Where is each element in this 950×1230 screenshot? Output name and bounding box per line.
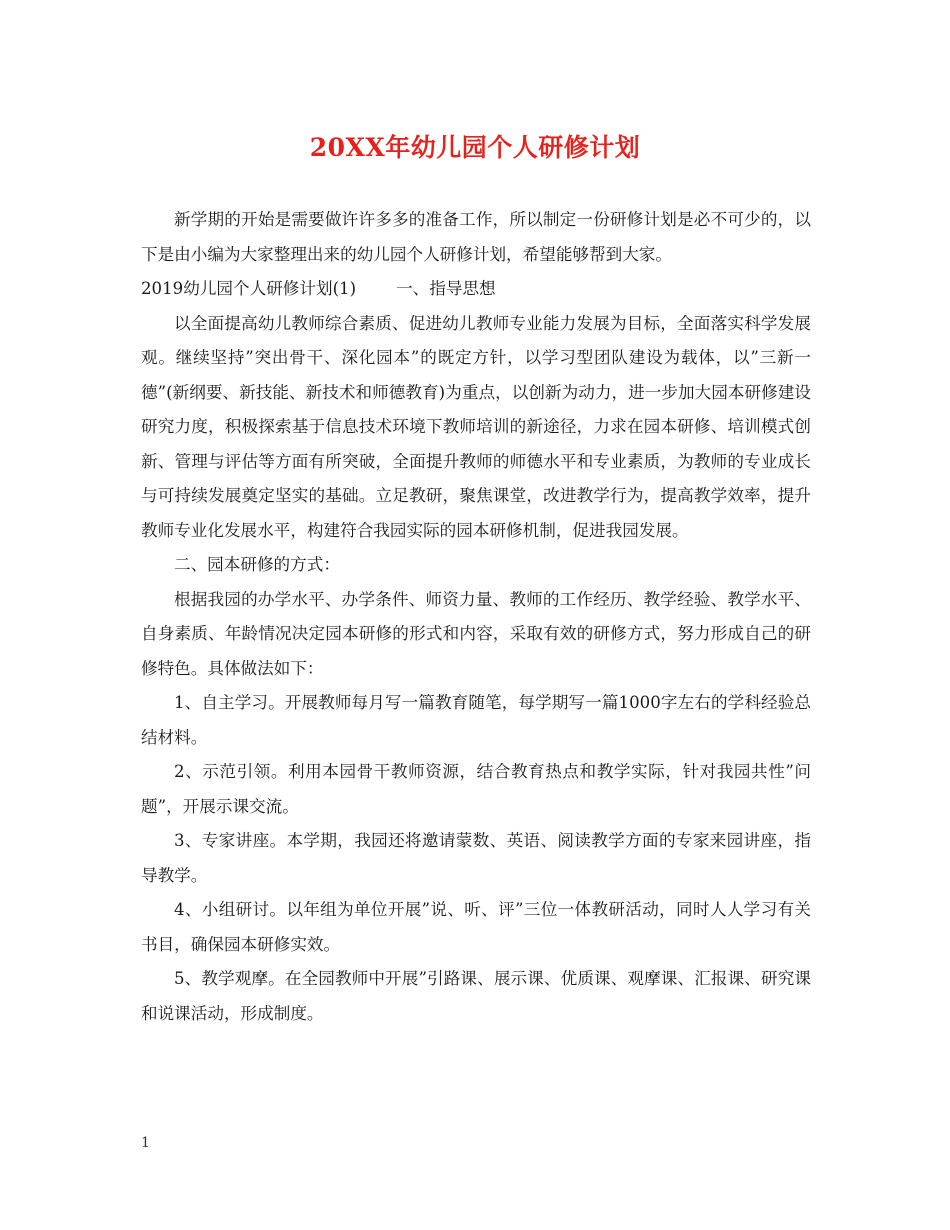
document-title: 20XX年幼儿园个人研修计划 bbox=[309, 133, 641, 162]
document-body bbox=[141, 203, 811, 1031]
subheading-left: 2019幼儿园个人研修计划(1) bbox=[141, 279, 357, 298]
list-item: 3、专家讲座。本学期，我园还将邀请蒙数、英语、阅读教学方面的专家来园讲座，指导教学。 bbox=[141, 831, 811, 885]
section-heading-methods: 二、园本研修的方式： bbox=[174, 555, 340, 574]
list-item: 5、教学观摩。在全园教师中开展”引路课、展示课、优质课、观摩课、汇报课、研究课和说课活动，形成制度。 bbox=[141, 969, 811, 1023]
list-item: 4、小组研讨。以年组为单位开展”说、听、评”三位一体教研活动，同时人人学习有关书目，确保园本研修实效。 bbox=[141, 900, 811, 954]
body-paragraph: 根据我园的办学水平、办学条件、师资力量、教师的工作经历、教学经验、教学水平、自身素质、年龄情况决定园本研修的形式和内容，采取有效的研修方式，努力形成自己的研修特色。具体做法如下： bbox=[141, 589, 811, 678]
intro-paragraph: 新学期的开始是需要做许许多多的准备工作，所以制定一份研修计划是必不可少的，以下是由小编为大家整理出来的幼儿园个人研修计划，希望能够帮到大家。 bbox=[141, 210, 811, 264]
list-item: 2、示范引领。利用本园骨干教师资源，结合教育热点和教学实际，针对我园共性”问题”，开展示课交流。 bbox=[141, 762, 811, 816]
list-item: 1、自主学习。开展教师每月写一篇教育随笔，每学期写一篇1000字左右的学科经验总结材料。 bbox=[141, 693, 811, 747]
body-paragraph: 以全面提高幼儿教师综合素质、促进幼儿教师专业能力发展为目标，全面落实科学发展观。继续坚持”突出骨干、深化园本”的既定方针，以学习型团队建设为载体，以”三新一德”(新纲要、新技能、新技术和师德教育)为重点，以创新为动力，进一步加大园本研修建设研究力度，积极探索基于信息技术环境下教师培训的新途径，力求在园本研修、培训模式创新、管理与评估等方面有所突破，全面提升教师的师德水平和专业素质，为教师的专业成长与可持续发展奠定坚实的基础。立足教研，聚焦课堂，改进教学行为，提高教学效率，提升教师专业化发展水平，构建符合我园实际的园本研修机制，促进我园发展。 bbox=[141, 313, 811, 540]
subheading-line bbox=[141, 272, 811, 307]
section-heading-guiding-ideology: 一、指导思想 bbox=[396, 279, 496, 298]
page-number: 1 bbox=[141, 1135, 150, 1151]
